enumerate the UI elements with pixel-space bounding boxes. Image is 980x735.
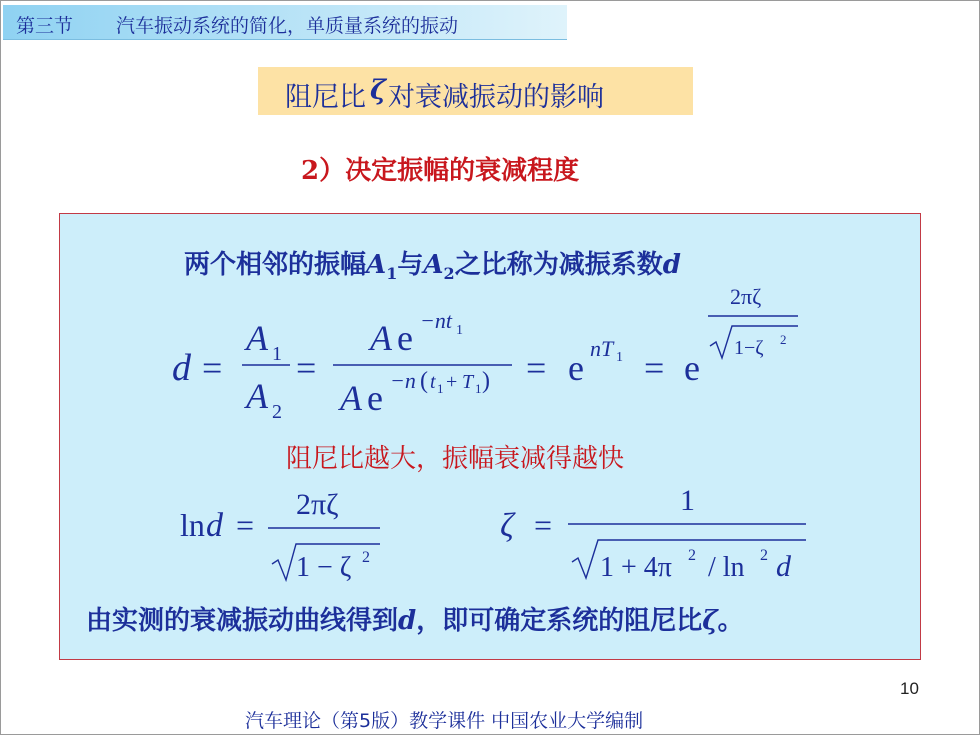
decay-coefficient-formula: [172, 284, 798, 423]
symbol-a1: A: [366, 250, 387, 280]
svg-text:(: (: [420, 368, 428, 394]
conclusion-prefix: 由实测的衰减振动曲线得到: [86, 606, 399, 636]
svg-text:1: 1: [272, 343, 282, 365]
svg-text:1: 1: [456, 323, 463, 338]
svg-text:A: A: [370, 318, 392, 358]
svg-text:ln: ln: [180, 507, 205, 543]
footer-credit: 汽车理论（第5版）教学课件 中国农业大学编制: [245, 710, 644, 732]
title-suffix: 对衰减振动的影响: [388, 82, 604, 113]
conclusion-zeta: ζ: [702, 606, 718, 636]
svg-text:=: =: [202, 348, 223, 388]
symbol-a2-sub: 2: [443, 264, 455, 284]
svg-text:e: e: [684, 348, 700, 388]
svg-text:1: 1: [475, 381, 482, 396]
symbol-d: d: [662, 250, 681, 280]
svg-text:A: A: [246, 376, 268, 416]
svg-text:2πζ: 2πζ: [730, 284, 762, 309]
svg-text:=: =: [236, 507, 255, 543]
damping-ratio-formula: [500, 484, 806, 583]
conclusion-d: d: [398, 606, 417, 636]
svg-text:/ ln: / ln: [708, 552, 745, 583]
svg-text:1 − ζ: 1 − ζ: [296, 552, 352, 583]
svg-text:=: =: [644, 348, 665, 388]
svg-text:T: T: [462, 371, 474, 393]
conclusion-suffix: 。: [717, 606, 744, 636]
svg-text:e: e: [367, 378, 383, 418]
svg-text:t: t: [430, 371, 436, 393]
svg-text:+: +: [446, 371, 458, 393]
svg-text:2: 2: [760, 547, 768, 564]
svg-text:−n: −n: [390, 368, 416, 393]
symbol-a1-sub: 1: [386, 264, 398, 284]
svg-text:2πζ: 2πζ: [296, 488, 339, 521]
svg-text:1−ζ: 1−ζ: [734, 337, 764, 359]
svg-text:−nt: −nt: [420, 308, 452, 333]
svg-text:2: 2: [780, 332, 787, 347]
damping-note: 阻尼比越大，振幅衰减得越快: [286, 444, 625, 474]
svg-text:2: 2: [272, 401, 282, 423]
svg-text:2: 2: [362, 549, 370, 566]
page-number: 10: [900, 679, 919, 698]
svg-text:=: =: [534, 507, 553, 543]
svg-text:): ): [482, 368, 490, 394]
slide-subtitle: 2）决定振幅的衰减程度: [301, 156, 580, 186]
svg-text:1 + 4π: 1 + 4π: [600, 552, 672, 583]
svg-text:ζ: ζ: [500, 507, 514, 544]
svg-text:d: d: [776, 550, 791, 583]
svg-text:1: 1: [437, 381, 444, 396]
svg-text:e: e: [397, 318, 413, 358]
svg-text:d: d: [206, 507, 223, 544]
svg-text:d: d: [172, 347, 191, 389]
svg-text:1: 1: [616, 350, 623, 365]
svg-text:1: 1: [680, 484, 695, 517]
definition-mid: 与: [397, 250, 424, 280]
title-prefix: 阻尼比: [285, 82, 366, 113]
svg-text:2: 2: [688, 547, 696, 564]
svg-text:=: =: [296, 348, 317, 388]
title-zeta: ζ: [370, 75, 386, 106]
section-number: 第三节: [16, 15, 74, 37]
symbol-a2: A: [423, 250, 444, 280]
conclusion-mid: ，即可确定系统的阻尼比: [416, 606, 703, 636]
log-decrement-formula: [180, 488, 380, 583]
svg-text:=: =: [526, 348, 547, 388]
definition-suffix: 之比称为减振系数: [454, 250, 663, 280]
definition-prefix: 两个相邻的振幅: [184, 250, 367, 280]
svg-text:A: A: [340, 378, 362, 418]
svg-text:A: A: [246, 318, 268, 358]
section-topic: 汽车振动系统的简化，单质量系统的振动: [116, 15, 459, 37]
svg-text:e: e: [568, 348, 584, 388]
svg-text:nT: nT: [590, 336, 614, 361]
